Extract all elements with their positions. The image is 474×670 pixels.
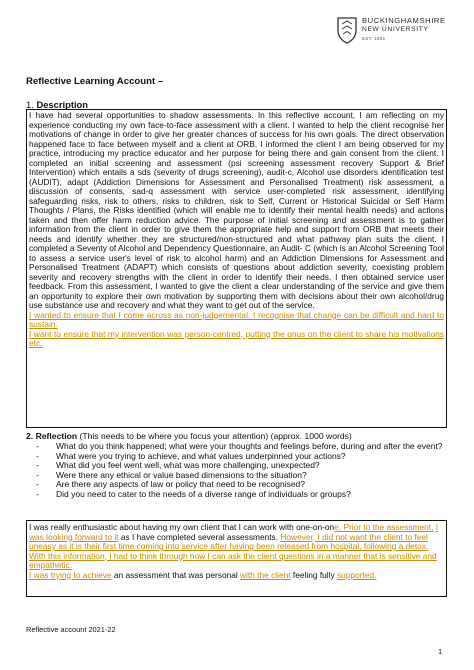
reflection-highlight: supported. bbox=[336, 569, 377, 580]
logo-line-3: EST. 1891 bbox=[362, 36, 386, 41]
question-item: - Are there any aspects of law or policy that need to be recognised? bbox=[36, 480, 446, 490]
document-title: Reflective Learning Account – bbox=[26, 76, 164, 87]
section-2-number: 2. bbox=[26, 431, 34, 441]
description-text: I have had several opportunities to shadow assessments. In this reflective account, I am reflecting on my experience conducting my own face-to-face assessment with a client. I wanted to help the client recognise her motivations of change in order to give her greater chances of success for his own goals. The direct observation happened face to face between myself and a client at ORB. I informed the client I am being observed for my practice, introducing my practice educator and her purpose for being there and gain consent from the client. I completed an initial screening and assessment (psi screening assessment recovery Support & Brief Intervention) which entails a sds (severity of drugs screening), audit-c, Alcohol use disorders identification test (AUDIT), adapt (Addiction Dimensions for Assessment and Personalised Treatment) risk assessment, a discussion of consents, sad-q assessment with service user-completed risk assessment, identifying safeguarding risks, risk to others, risks to children, risk to Self, Current or Historical Suicidal or Self Harm Thoughts / Plans, the Risks identified (which will enable me to identify their mental health needs) and actions taken and then offer harm reduction advice. The purpose of initial screening and assessment is to gather information from the client in order to give them the appropriate help and support from ORB that meets their needs and identify whether they are structured/non-structured and what pathway plan suits the client. I completed a Seventy of Alcohol and Dependency Questionnaire, an Audit- C (which is an Alcohol Screening Tool to assess a service user's level of risk to alcohol harm) and an Addiction Dimensions for Assessment and Personalised Treatment (ADAPT) which consists of questions about addiction severity, coexisting problem severity and recovery strengths with the client in order to identify their needs. I then obtained service user feedback. From this assessment, I wanted to give the client a clear understanding of the service and give them an opportunity to explore their own motivation by supporting them with decisions about their own alcohol/drug use substance use and recovery and what they want to get out of the service. bbox=[29, 110, 444, 310]
reflection-highlight: with the client bbox=[240, 569, 291, 580]
description-highlight-1: I wanted to ensure that I come across as non-judgemental. I recognise that change can be difficult and hard to sustain. bbox=[29, 309, 444, 329]
reflection-highlight: With this information, I had to think through how I can ask the client questions in a manner that is sensitive and empathetic. bbox=[29, 550, 437, 570]
page-footer: Reflective account 2021-22 bbox=[26, 625, 116, 634]
section-1-number: 1. bbox=[26, 99, 34, 110]
reflection-run: feeling fully bbox=[290, 569, 337, 580]
reflection-run: I was really enthusiastic about having my own client that I can work with one-on-on bbox=[29, 522, 335, 532]
reflection-text bbox=[29, 523, 444, 580]
reflection-highlight: I was looking forward to it bbox=[29, 522, 439, 542]
question-item: - What did you feel went well, what was more challenging, unexpected? bbox=[36, 461, 446, 471]
reflection-questions bbox=[36, 442, 446, 500]
crest-icon bbox=[336, 16, 358, 44]
university-logo bbox=[336, 16, 448, 48]
section-2-title: Reflection bbox=[35, 431, 78, 441]
reflection-highlight: e. Prior to the assessment, bbox=[334, 522, 434, 532]
section-2-subtitle: (This needs to be where you focus your attention) (approx. 1000 words) bbox=[79, 431, 352, 441]
question-item: - What do you think happened; what were your thoughts and feelings before, during and after the event? bbox=[36, 442, 446, 452]
reflection-highlight: However, I did not want the client to feel uneasy as it is their first time coming into service after having been released from hospital, following a detox. bbox=[29, 531, 429, 551]
section-2-heading bbox=[26, 431, 352, 441]
question-item: - Did you need to cater to the needs of a diverse range of individuals or groups? bbox=[36, 490, 446, 500]
section-1-title: Description bbox=[36, 99, 89, 110]
page-number: 1 bbox=[438, 647, 443, 656]
reflection-run: as I have completed several assessments. bbox=[118, 531, 279, 542]
logo-line-2: NEW UNIVERSITY bbox=[362, 26, 429, 33]
question-item: - What were you trying to achieve, and what values underpinned your actions? bbox=[36, 452, 446, 462]
logo-line-1: BUCKINGHAMSHIRE bbox=[362, 16, 446, 25]
reflection-highlight: I was trying to achieve bbox=[29, 569, 112, 580]
reflection-box bbox=[26, 520, 447, 597]
question-item: - Were there any ethical or value based dimensions to the situation? bbox=[36, 471, 446, 481]
description-box bbox=[26, 109, 447, 428]
logo-wordmark bbox=[362, 16, 446, 43]
reflection-run: an assessment that was personal bbox=[111, 569, 241, 580]
description-highlight-2: I want to ensure that my intervention was person-centred, putting the onus on the client to share his motivations etc. bbox=[29, 328, 444, 348]
